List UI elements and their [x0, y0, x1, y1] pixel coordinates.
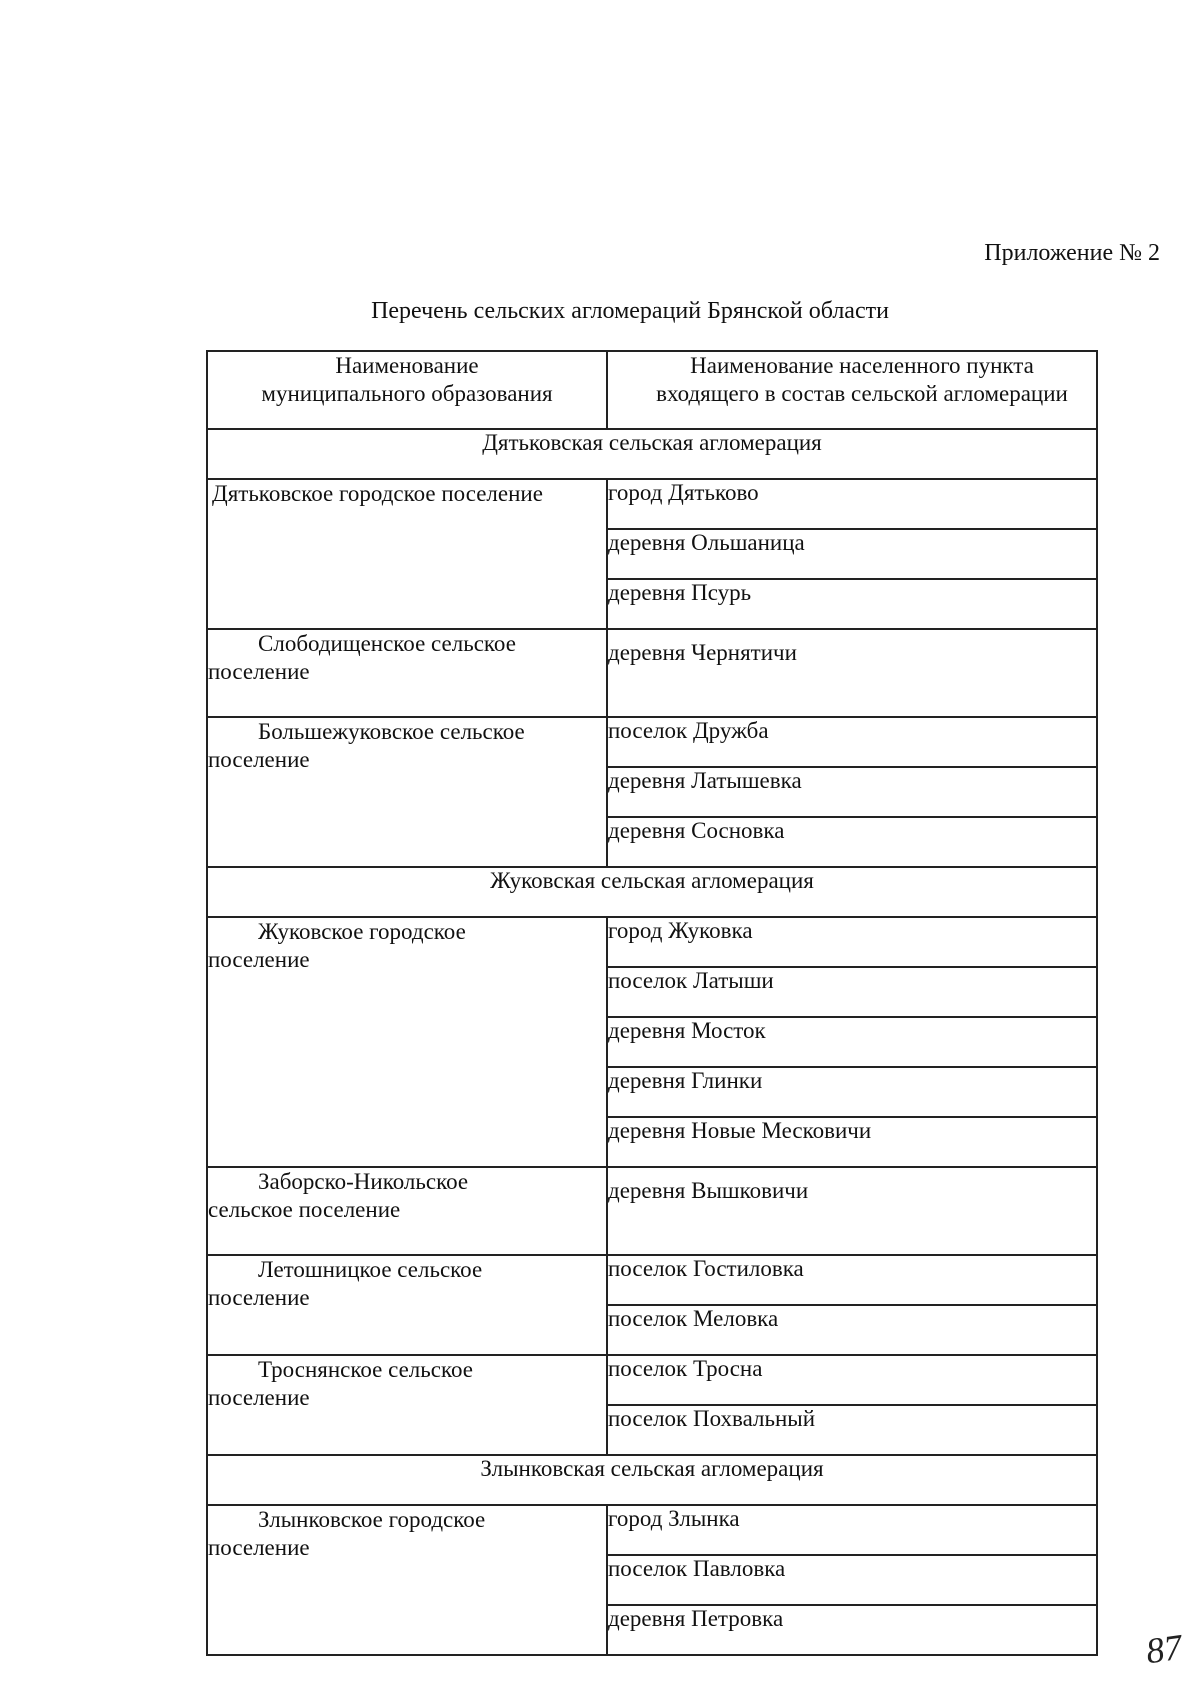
header-municipality-line1: Наименование	[335, 353, 479, 378]
table-body	[207, 351, 1097, 1655]
agglomeration-group-row	[207, 429, 1097, 479]
settlement-name: поселок Меловка	[607, 1305, 1097, 1355]
agglomeration-group-row	[207, 1455, 1097, 1505]
settlement-name: деревня Петровка	[607, 1605, 1097, 1655]
settlement-name: поселок Похвальный	[607, 1405, 1097, 1455]
settlement-name: поселок Гостиловка	[607, 1255, 1097, 1305]
municipality-name-line2: поселение	[208, 947, 310, 972]
municipality-cell	[207, 629, 607, 717]
settlement-row	[207, 1255, 1097, 1305]
settlement-row	[207, 1505, 1097, 1555]
settlement-name: деревня Новые Месковичи	[607, 1117, 1097, 1167]
settlement-name: город Дятьково	[607, 479, 1097, 529]
settlement-name: деревня Мосток	[607, 1017, 1097, 1067]
settlement-name: деревня Вышковичи	[607, 1167, 1097, 1255]
municipality-cell	[207, 717, 607, 867]
settlement-name: деревня Латышевка	[607, 767, 1097, 817]
municipality-name-line2: поселение	[208, 1385, 310, 1410]
municipality-name-line2: поселение	[208, 1535, 310, 1560]
municipality-cell	[207, 1355, 607, 1455]
settlement-name: деревня Псурь	[607, 579, 1097, 629]
municipality-name-line1: Троснянское сельское	[258, 1357, 473, 1382]
settlement-name: деревня Сосновка	[607, 817, 1097, 867]
settlement-row	[207, 1167, 1097, 1255]
municipality-cell	[207, 1167, 607, 1255]
agglomeration-name: Жуковская сельская агломерация	[207, 867, 1097, 917]
settlement-name: город Жуковка	[607, 917, 1097, 967]
settlement-name: город Злынка	[607, 1505, 1097, 1555]
header-settlement-line2: входящего в состав сельской агломерации	[656, 381, 1068, 406]
settlement-row	[207, 717, 1097, 767]
agglomeration-table	[206, 350, 1098, 1656]
municipality-name-line2: поселение	[208, 659, 310, 684]
header-settlement	[607, 351, 1097, 429]
settlement-name: поселок Тросна	[607, 1355, 1097, 1405]
municipality-name-line1: Заборско-Никольское	[258, 1169, 469, 1194]
settlement-name: поселок Дружба	[607, 717, 1097, 767]
header-municipality	[207, 351, 607, 429]
header-municipality-line2: муниципального образования	[261, 381, 553, 406]
municipality-cell	[207, 1505, 607, 1655]
settlement-name: деревня Чернятичи	[607, 629, 1097, 717]
document-title: Перечень сельских агломераций Брянской области	[371, 298, 889, 324]
municipality-name-line1: Жуковское городское	[258, 919, 466, 944]
municipality-name-line1: Летошницкое сельское	[258, 1257, 483, 1282]
agglomeration-name: Дятьковская сельская агломерация	[207, 429, 1097, 479]
municipality-cell	[207, 1255, 607, 1355]
settlement-row	[207, 1355, 1097, 1405]
municipality-cell	[207, 479, 607, 629]
municipality-name-line2: поселение	[208, 1285, 310, 1310]
municipality-name-line1: Большежуковское сельское	[258, 719, 525, 744]
settlement-row	[207, 629, 1097, 717]
municipality-name-line1: Злынковское городское	[258, 1507, 486, 1532]
municipality-cell	[207, 917, 607, 1167]
settlement-name: поселок Латыши	[607, 967, 1097, 1017]
appendix-label: Приложение № 2	[984, 240, 1160, 266]
agglomeration-name: Злынковская сельская агломерация	[207, 1455, 1097, 1505]
settlement-name: деревня Ольшаница	[607, 529, 1097, 579]
settlement-name: деревня Глинки	[607, 1067, 1097, 1117]
municipality-name-line2: поселение	[208, 747, 310, 772]
header-settlement-line1: Наименование населенного пункта	[690, 353, 1034, 378]
municipality-name-line1: Дятьковское городское поселение	[212, 481, 543, 506]
municipality-name-line2: сельское поселение	[208, 1197, 401, 1222]
agglomeration-group-row	[207, 867, 1097, 917]
page-number: 87	[1143, 1626, 1185, 1672]
municipality-name-line1: Слободищенское сельское	[258, 631, 516, 656]
settlement-name: поселок Павловка	[607, 1555, 1097, 1605]
table-header-row	[207, 351, 1097, 429]
settlement-row	[207, 479, 1097, 529]
settlement-row	[207, 917, 1097, 967]
